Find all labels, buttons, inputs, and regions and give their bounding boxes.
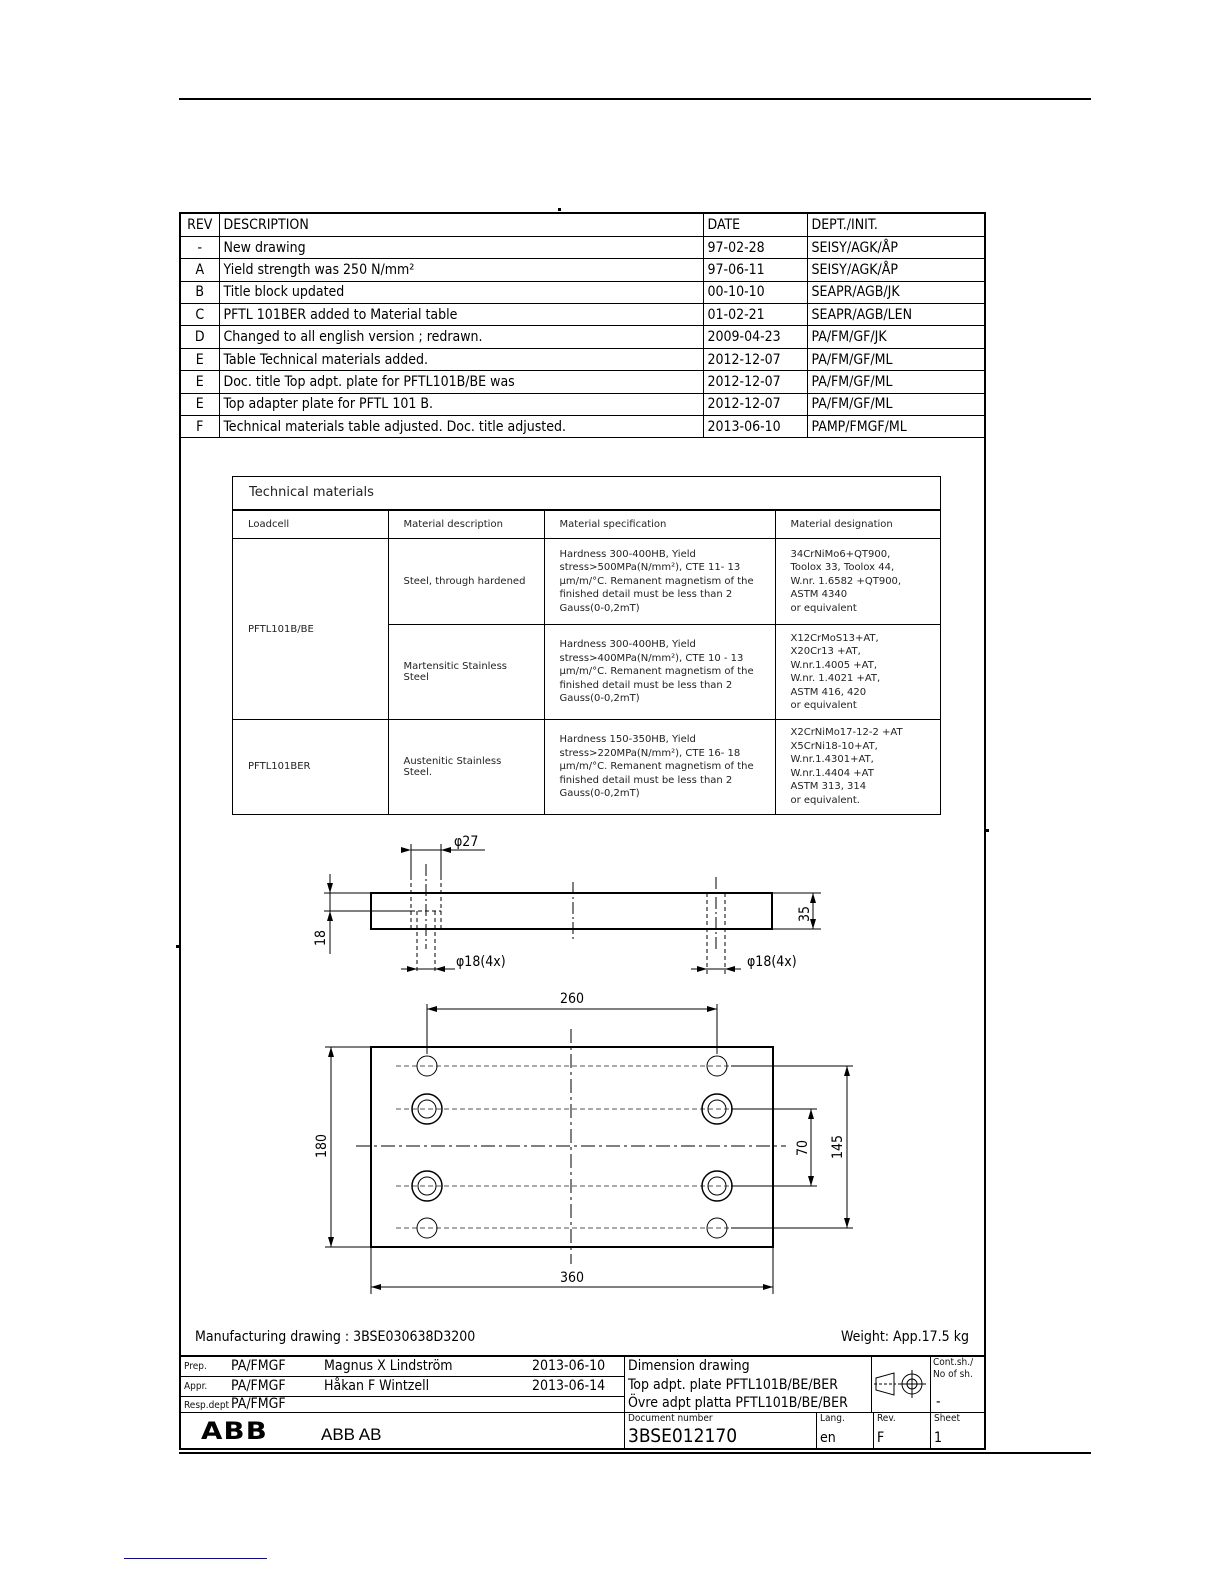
designation-line: X20Cr13 +AT, <box>790 646 861 657</box>
drawing-frame <box>179 212 986 1450</box>
dim-width-label: 180 <box>314 1133 330 1158</box>
arrowhead <box>427 1006 437 1012</box>
designation-line: W.nr.1.4404 +AT <box>790 767 874 779</box>
rev-dept: SEISY/AGK/ÅP <box>807 259 984 281</box>
spec-line: µm/m/°C. Remanent magnetism of the <box>559 575 754 587</box>
spec-line: Hardness 300-400HB, Yield <box>559 639 696 651</box>
registration-mark <box>986 829 989 832</box>
technical-drawing <box>181 214 984 1354</box>
rev-dept: SEAPR/AGB/JK <box>807 281 984 303</box>
rev-date: 97-06-11 <box>703 259 807 281</box>
arrowhead <box>327 911 333 921</box>
arrowhead <box>328 1237 334 1247</box>
material-specification-header: Material specification <box>544 511 775 539</box>
rev-description: Doc. title Top adpt. plate for PFTL101B/BE was <box>219 371 703 393</box>
spec-line: finished detail must be less than 2 <box>559 589 733 601</box>
designation-line: or equivalent <box>790 700 857 711</box>
rev-description: Changed to all english version ; redrawn. <box>219 326 703 348</box>
title-block <box>181 1355 984 1448</box>
rev-code: E <box>181 371 219 393</box>
spec-line: Gauss(0-0,2mT) <box>559 788 640 799</box>
loadcell-header: Loadcell <box>233 511 388 539</box>
material-description-cell: Austenitic Stainless Steel. <box>388 720 544 814</box>
rev-date: 2012-12-07 <box>703 371 807 393</box>
date-header: DATE <box>703 214 807 236</box>
rev-code: D <box>181 326 219 348</box>
rev-dept: SEAPR/AGB/LEN <box>807 304 984 326</box>
spec-line: stress>500MPa(N/mm²), CTE 11- 13 <box>559 562 741 574</box>
cont-sheet-label: Cont.sh./ No of sh. <box>933 1357 974 1380</box>
dim-counterbore-label: φ27 <box>454 834 479 850</box>
designation-line: ASTM 313, 314 <box>790 781 867 793</box>
divider <box>873 1412 874 1448</box>
title-line-1: Dimension drawing <box>628 1358 750 1374</box>
appr-label: Appr. <box>184 1381 208 1392</box>
technical-materials-title: Technical materials <box>233 477 940 510</box>
arrowhead <box>725 966 735 972</box>
arrowhead <box>808 1176 814 1186</box>
dim-depth-label: 18 <box>313 929 329 946</box>
cont-sheet-value: - <box>936 1394 941 1410</box>
designation-line: X2CrNiMo17-12-2 +AT <box>790 727 903 739</box>
plate-side-view <box>371 893 772 929</box>
title-line-3: Övre adpt platta PFTL101B/BE/BER <box>628 1395 848 1411</box>
spec-line: Gauss(0-0,2mT) <box>559 693 640 705</box>
designation-line: or equivalent <box>790 602 857 614</box>
rev-date: 2009-04-23 <box>703 326 807 348</box>
material-description-cell: Martensitic Stainless Steel <box>388 625 544 720</box>
title-line-2: Top adpt. plate PFTL101B/BE/BER <box>628 1377 838 1393</box>
arrowhead <box>844 1066 850 1076</box>
dim-spacing-x-label: 260 <box>560 991 585 1007</box>
divider <box>871 1357 872 1412</box>
rev-description: Title block updated <box>219 281 703 303</box>
spec-line: Hardness 300-400HB, Yield <box>559 548 696 560</box>
arrowhead <box>371 1284 381 1290</box>
rev-code: - <box>181 236 219 258</box>
appr-date: 2013-06-14 <box>532 1378 606 1394</box>
arrowhead <box>808 1109 814 1119</box>
doc-number-label: Document number <box>628 1413 713 1424</box>
designation-line: or equivalent. <box>790 794 860 806</box>
material-designation-header: Material designation <box>775 511 940 539</box>
arrowhead <box>327 883 333 893</box>
loadcell-cell: PFTL101BER <box>233 720 388 814</box>
spec-line: finished detail must be less than 2 <box>559 774 733 786</box>
divider <box>181 1376 624 1377</box>
divider <box>624 1357 625 1448</box>
spec-line: stress>400MPa(N/mm²), CTE 10 - 13 <box>559 652 744 664</box>
designation-line: ASTM 416, 420 <box>790 686 867 698</box>
rev-dept: PA/FM/GF/JK <box>807 326 984 348</box>
rev-dept: PA/FM/GF/ML <box>807 371 984 393</box>
rev-dept: SEISY/AGK/ÅP <box>807 236 984 258</box>
rev-description: Technical materials table adjusted. Doc. title adjusted. <box>219 416 703 438</box>
company-name: ABB AB <box>321 1425 382 1444</box>
spec-line: finished detail must be less than 2 <box>559 679 733 691</box>
doc-number: 3BSE012170 <box>628 1425 738 1447</box>
resp-dept: PA/FMGF <box>231 1396 286 1412</box>
manufacturing-note: Manufacturing drawing : 3BSE030638D3200 <box>195 1329 476 1345</box>
dim-inner-spacing-label: 70 <box>795 1139 811 1156</box>
rev-date: 2013-06-10 <box>703 416 807 438</box>
rev-description: Top adapter plate for PFTL 101 B. <box>219 393 703 415</box>
sheet-label: Sheet <box>934 1413 961 1424</box>
arrowhead <box>697 966 707 972</box>
rev-code: C <box>181 304 219 326</box>
rev-description: New drawing <box>219 236 703 258</box>
appr-name: Håkan F Wintzell <box>324 1378 430 1394</box>
rev-date: 97-02-28 <box>703 236 807 258</box>
dim-hole-right-label: φ18(4x) <box>747 954 797 970</box>
designation-line: Toolox 33, Toolox 44, <box>790 562 895 574</box>
projection-symbol-icon <box>874 1369 928 1399</box>
designation-line: W.nr. 1.4021 +AT, <box>790 673 881 684</box>
appr-dept: PA/FMGF <box>231 1378 286 1394</box>
footer-link-line <box>124 1558 267 1559</box>
lang-label: Lang. <box>820 1413 845 1424</box>
spec-line: µm/m/°C. Remanent magnetism of the <box>559 761 754 772</box>
divider <box>181 1412 984 1413</box>
rev-date: 00-10-10 <box>703 281 807 303</box>
arrowhead <box>844 1218 850 1228</box>
prep-dept: PA/FMGF <box>231 1358 286 1374</box>
plate-top-view <box>371 1047 773 1247</box>
spec-line: Gauss(0-0,2mT) <box>559 602 640 614</box>
bottom-rule <box>179 1452 1091 1454</box>
rev-date: 2012-12-07 <box>703 348 807 370</box>
lang-value: en <box>820 1430 836 1446</box>
rev-dept: PA/FM/GF/ML <box>807 393 984 415</box>
dim-length-label: 360 <box>560 1270 585 1286</box>
loadcell-cell: PFTL101B/BE <box>233 539 388 720</box>
rev-date: 01-02-21 <box>703 304 807 326</box>
material-description-header: Material description <box>388 511 544 539</box>
designation-line: W.nr.1.4301+AT, <box>790 754 874 766</box>
divider <box>816 1412 817 1448</box>
rev-description: Table Technical materials added. <box>219 348 703 370</box>
arrowhead <box>435 966 445 972</box>
dim-thickness-label: 35 <box>797 905 813 922</box>
rev-header: REV <box>181 214 219 236</box>
dim-outer-spacing-label: 145 <box>830 1134 846 1159</box>
top-rule <box>179 98 1091 100</box>
rev-code: F <box>181 416 219 438</box>
dim-hole-left-label: φ18(4x) <box>456 954 506 970</box>
designation-line: X5CrNi18-10+AT, <box>790 740 878 752</box>
prep-label: Prep. <box>184 1361 207 1372</box>
description-header: DESCRIPTION <box>219 214 703 236</box>
material-description-cell: Steel, through hardened <box>388 539 544 625</box>
arrowhead <box>401 847 411 853</box>
weight-note: Weight: App.17.5 kg <box>841 1329 969 1345</box>
arrowhead <box>407 966 417 972</box>
spec-line: Hardness 150-350HB, Yield <box>559 734 696 745</box>
rev-description: PFTL 101BER added to Material table <box>219 304 703 326</box>
spec-line: µm/m/°C. Remanent magnetism of the <box>559 666 754 678</box>
divider <box>930 1357 931 1448</box>
designation-line: W.nr. 1.6582 +QT900, <box>790 575 902 587</box>
arrowhead <box>763 1284 773 1290</box>
resp-dept-label: Resp.dept <box>184 1400 230 1411</box>
rev-value: F <box>877 1430 885 1446</box>
arrowhead <box>707 1006 717 1012</box>
prep-name: Magnus X Lindström <box>324 1358 453 1374</box>
rev-description: Yield strength was 250 N/mm² <box>219 259 703 281</box>
designation-line: X12CrMoS13+AT, <box>790 632 879 644</box>
arrowhead <box>441 847 451 853</box>
rev-code: E <box>181 348 219 370</box>
sheet-value: 1 <box>934 1430 943 1446</box>
rev-dept: PAMP/FMGF/ML <box>807 416 984 438</box>
designation-line: W.nr.1.4005 +AT, <box>790 659 878 671</box>
rev-code: B <box>181 281 219 303</box>
spec-line: stress>220MPa(N/mm²), CTE 16- 18 <box>559 747 741 759</box>
designation-line: ASTM 4340 <box>790 589 848 601</box>
designation-line: 34CrNiMo6+QT900, <box>790 548 891 560</box>
rev-label: Rev. <box>877 1413 896 1424</box>
rev-code: E <box>181 393 219 415</box>
prep-date: 2013-06-10 <box>532 1358 606 1374</box>
abb-logo: ABB <box>201 1417 268 1445</box>
rev-code: A <box>181 259 219 281</box>
arrowhead <box>328 1047 334 1057</box>
registration-mark <box>558 208 561 211</box>
rev-date: 2012-12-07 <box>703 393 807 415</box>
arrowhead <box>810 893 816 903</box>
dept-header: DEPT./INIT. <box>807 214 984 236</box>
rev-dept: PA/FM/GF/ML <box>807 348 984 370</box>
